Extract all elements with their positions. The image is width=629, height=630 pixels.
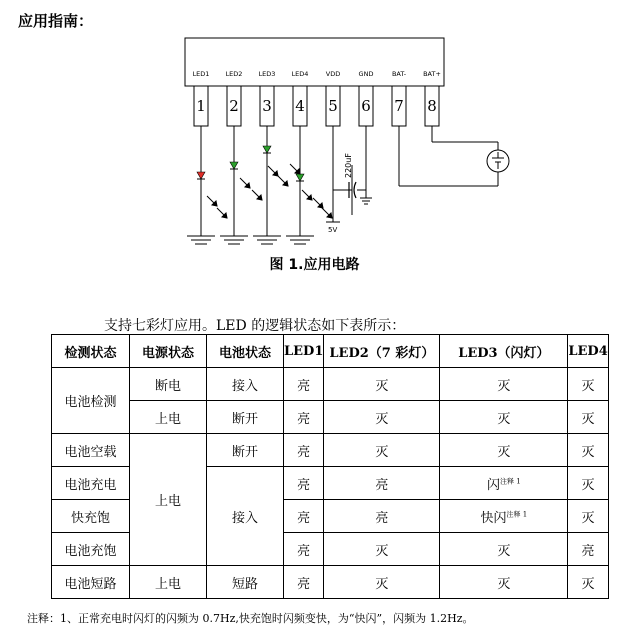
pin-number: 2 — [229, 97, 239, 115]
chip-pins — [193, 70, 441, 126]
table-cell: 灭 — [324, 533, 440, 566]
header-cell: LED1 — [284, 335, 324, 368]
table-cell: 灭 — [568, 401, 608, 434]
application-circuit-diagram — [0, 0, 629, 255]
pin-number: 5 — [328, 97, 338, 115]
pin-label: VDD — [325, 70, 341, 78]
table-cell: 上电 — [130, 401, 207, 434]
led3-state: 闪 — [487, 477, 501, 493]
table-cell: 灭 — [568, 467, 608, 500]
table-row — [52, 401, 609, 434]
table-cell: 灭 — [440, 566, 568, 599]
table-cell: 亮 — [284, 434, 324, 467]
pin-label: LED2 — [225, 70, 243, 78]
circuit-wires — [185, 38, 509, 236]
header-cell: 电池状态 — [207, 335, 284, 368]
table-cell: 断开 — [207, 434, 284, 467]
table-cell: 快充饱 — [52, 500, 130, 533]
led-state-table — [51, 334, 609, 599]
led-triangle — [263, 146, 271, 153]
table-cell: 亮 — [284, 566, 324, 599]
table-cell: 灭 — [568, 434, 608, 467]
table-cell: 上电 — [130, 566, 207, 599]
pin-number: 1 — [196, 97, 206, 115]
led-triangle — [296, 174, 304, 181]
table-row — [52, 434, 609, 467]
table-cell: 灭 — [324, 368, 440, 401]
footnote: 注释：1、正常充电时闪灯的闪频为 0.7Hz,快充饱时闪频变快，为“快闪”，闪频为 1.2Hz。 — [27, 612, 474, 625]
note-ref: 注释 1 — [506, 510, 528, 519]
table-row — [52, 566, 609, 599]
led-symbols — [197, 146, 304, 181]
table-cell — [440, 500, 568, 533]
table-cell: 灭 — [324, 566, 440, 599]
table-cell: 灭 — [568, 500, 608, 533]
pin-label: LED4 — [291, 70, 309, 78]
table-cell: 灭 — [324, 434, 440, 467]
table-cell: 亮 — [284, 401, 324, 434]
pin-label: BAT- — [391, 70, 407, 78]
table-cell: 灭 — [324, 401, 440, 434]
header-cell: LED3（闪灯） — [440, 335, 568, 368]
table-cell: 接入 — [207, 467, 284, 566]
table-cell: 断开 — [207, 401, 284, 434]
table-cell: 亮 — [284, 368, 324, 401]
chip-body — [185, 38, 444, 86]
pin-label: LED1 — [192, 70, 210, 78]
table-cell: 亮 — [284, 533, 324, 566]
table-cell: 电池充饱 — [52, 533, 130, 566]
table-cell: 断电 — [130, 368, 207, 401]
pin-label: BAT+ — [423, 70, 441, 78]
table-cell: 灭 — [568, 368, 608, 401]
light-arrows — [207, 164, 332, 218]
table-cell: 上电 — [130, 434, 207, 566]
table-cell — [440, 467, 568, 500]
led3-state: 快闪 — [480, 510, 507, 526]
led-triangle — [197, 172, 205, 179]
pin-number: 8 — [427, 97, 437, 115]
led-triangle — [230, 162, 238, 169]
table-cell: 短路 — [207, 566, 284, 599]
figure-caption: 图 1.应用电路 — [269, 257, 360, 273]
capacitor-label: 220uF — [344, 153, 353, 178]
pin-label: LED3 — [258, 70, 276, 78]
table-cell: 灭 — [568, 566, 608, 599]
table-cell: 亮 — [324, 500, 440, 533]
table-cell: 灭 — [440, 401, 568, 434]
table-cell: 灭 — [440, 434, 568, 467]
header-cell: 电源状态 — [130, 335, 207, 368]
table-row — [52, 368, 609, 401]
intro-text: 支持七彩灯应用。LED 的逻辑状态如下表所示： — [104, 318, 406, 334]
pin-label: GND — [358, 70, 374, 78]
header-cell: LED4 — [568, 335, 608, 368]
pin-number: 6 — [361, 97, 371, 115]
table-cell: 接入 — [207, 368, 284, 401]
table-cell: 亮 — [324, 467, 440, 500]
table-cell: 灭 — [440, 368, 568, 401]
table-cell: 灭 — [440, 533, 568, 566]
table-cell: 亮 — [568, 533, 608, 566]
table-cell: 亮 — [284, 500, 324, 533]
table-cell: 电池检测 — [52, 368, 130, 434]
note-ref: 注释 1 — [500, 477, 521, 486]
table-cell: 电池空载 — [52, 434, 130, 467]
table-header-row — [52, 335, 609, 368]
pin-number: 7 — [394, 97, 404, 115]
section-heading: 应用指南： — [18, 12, 94, 30]
table-cell: 电池短路 — [52, 566, 130, 599]
pin-number: 3 — [262, 97, 272, 115]
pin-number: 4 — [295, 97, 305, 115]
table-cell: 电池充电 — [52, 467, 130, 500]
header-cell: LED2（7 彩灯） — [324, 335, 440, 368]
supply-label: 5V — [328, 226, 338, 234]
table-cell: 亮 — [284, 467, 324, 500]
header-cell: 检测状态 — [52, 335, 130, 368]
